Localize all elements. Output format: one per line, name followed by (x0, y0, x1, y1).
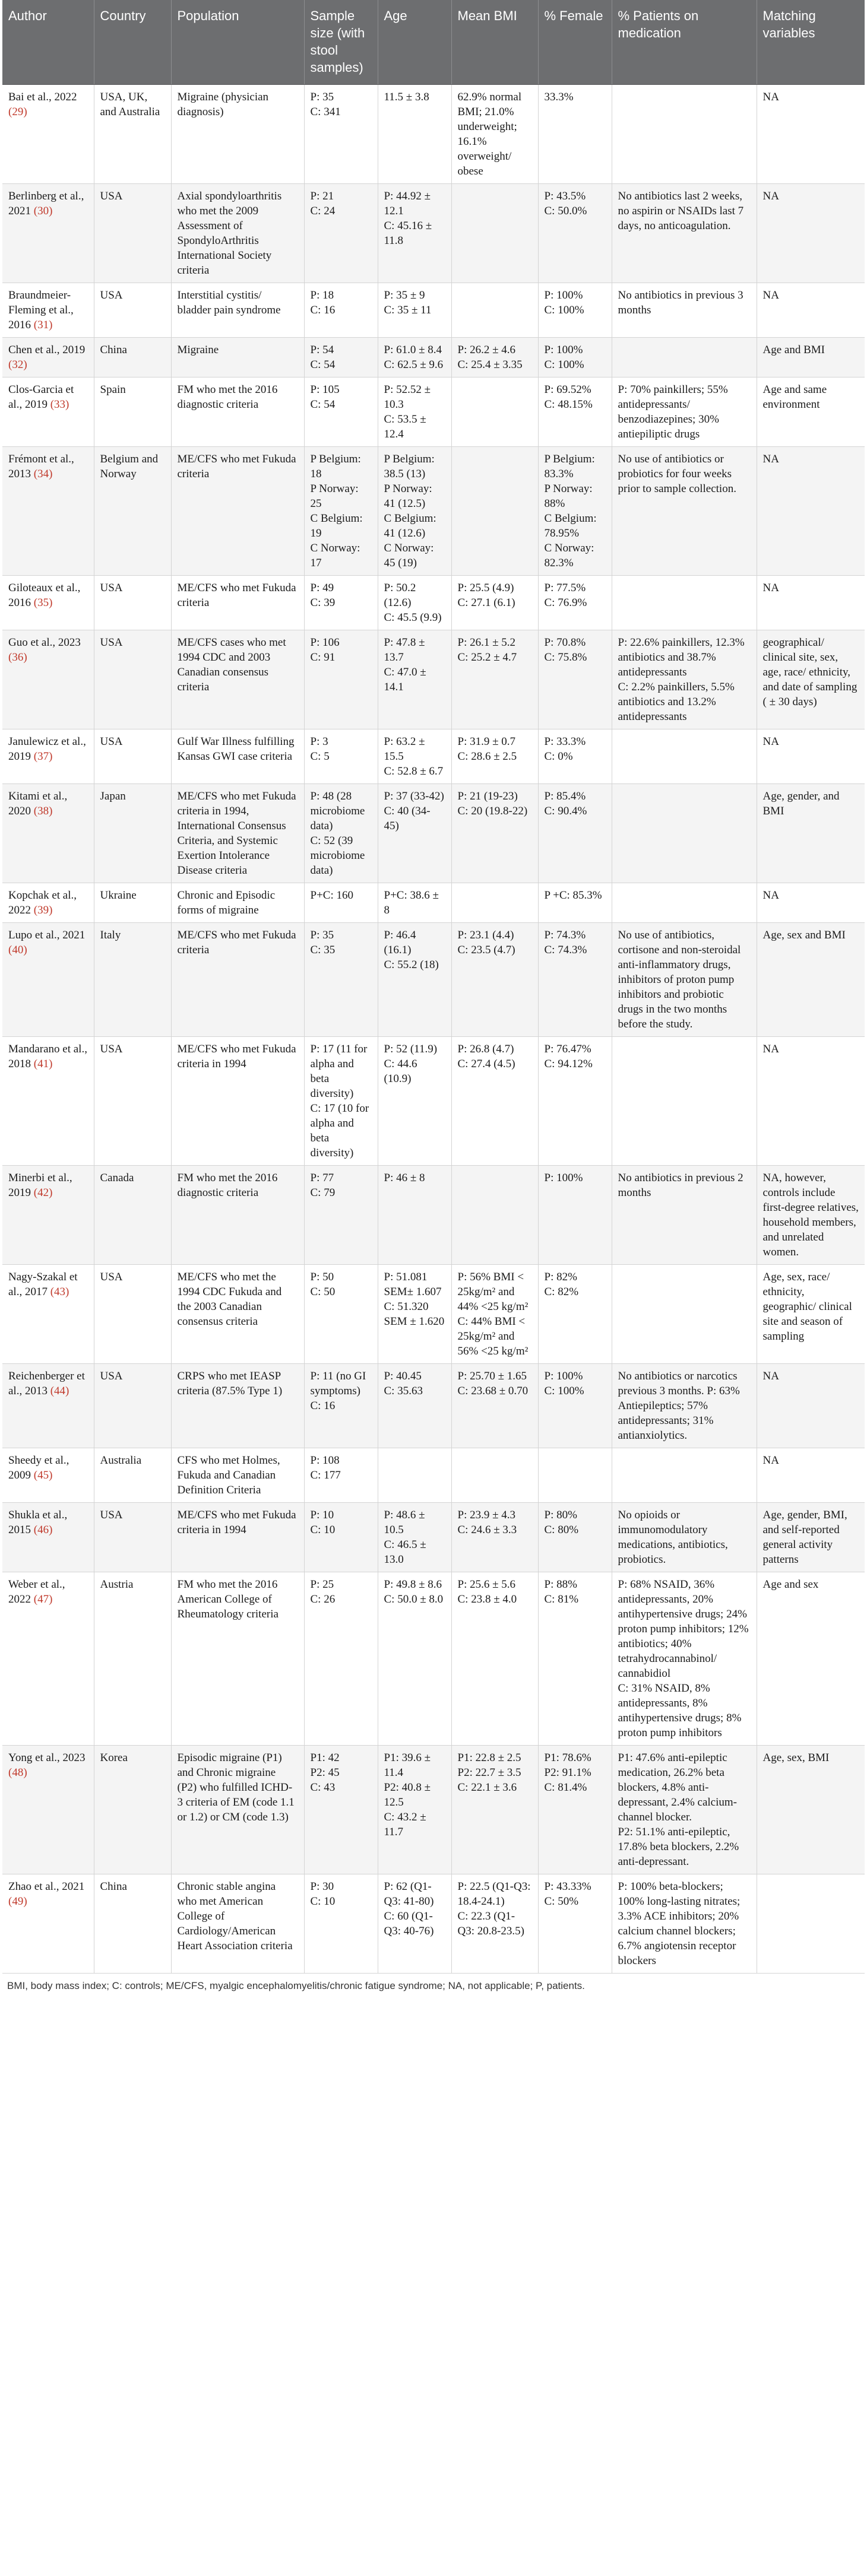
cell-female: P: 69.52% C: 48.15% (538, 377, 612, 447)
cell-medication (612, 85, 757, 184)
header-country: Country (94, 0, 171, 85)
cell-country: Australia (94, 1448, 171, 1503)
cell-age: P: 52.52 ± 10.3 C: 53.5 ± 12.4 (378, 377, 451, 447)
cell-sample: P1: 42 P2: 45 C: 43 (304, 1746, 378, 1874)
cell-age: P: 52 (11.9) C: 44.6 (10.9) (378, 1037, 451, 1166)
reference-link[interactable]: (42) (33, 1187, 53, 1199)
author-name: Kopchak et al., 2022 (8, 889, 77, 916)
cell-matching: NA (757, 283, 865, 338)
reference-link[interactable]: (30) (33, 205, 53, 217)
cell-medication (612, 1037, 757, 1166)
cell-population: FM who met the 2016 diagnostic criteria (171, 1166, 304, 1265)
cell-population: Interstitial cystitis/ bladder pain syndrome (171, 283, 304, 338)
cell-matching: Age, sex, race/ ethnicity, geographic/ clinical site and season of sampling (757, 1265, 865, 1364)
cell-author (2, 1874, 94, 1974)
cell-author (2, 1037, 94, 1166)
cell-bmi: P: 56% BMI < 25kg/m² and 44% <25 kg/m² C: 44% BMI < 25kg/m² and 56% <25 kg/m² (451, 1265, 538, 1364)
cell-sample: P: 3 C: 5 (304, 729, 378, 784)
cell-sample: P: 77 C: 79 (304, 1166, 378, 1265)
cell-female: P: 82% C: 82% (538, 1265, 612, 1364)
cell-age: P: 62 (Q1-Q3: 41-80) C: 60 (Q1-Q3: 40-76) (378, 1874, 451, 1974)
cell-author (2, 85, 94, 184)
cell-country: China (94, 338, 171, 377)
cell-medication (612, 883, 757, 923)
cell-bmi (451, 883, 538, 923)
cell-age: P: 49.8 ± 8.6 C: 50.0 ± 8.0 (378, 1572, 451, 1746)
author-name: Weber et al., 2022 (8, 1578, 65, 1606)
reference-link[interactable]: (48) (8, 1766, 27, 1779)
cell-matching: Age, gender, BMI, and self-reported general activity patterns (757, 1503, 865, 1572)
cell-medication: No opioids or immunomodulatory medications, antibiotics, probiotics. (612, 1503, 757, 1572)
cell-population: Chronic and Episodic forms of migraine (171, 883, 304, 923)
cell-sample: P Belgium: 18 P Norway: 25 C Belgium: 19 C Norway: 17 (304, 447, 378, 576)
cell-author (2, 729, 94, 784)
cell-author (2, 923, 94, 1037)
cell-author (2, 784, 94, 883)
cell-population: ME/CFS who met Fukuda criteria (171, 576, 304, 630)
cell-age: P: 63.2 ± 15.5 C: 52.8 ± 6.7 (378, 729, 451, 784)
cell-author (2, 883, 94, 923)
header-matching: Matching variables (757, 0, 865, 85)
cell-bmi: P: 23.9 ± 4.3 C: 24.6 ± 3.3 (451, 1503, 538, 1572)
cell-medication: P: 70% painkillers; 55% antidepressants/ benzodiazepines; 30% antiepiliptic drugs (612, 377, 757, 447)
cell-population: Axial spondyloarthritis who met the 2009 Assessment of SpondyloArthritis International Society criteria (171, 184, 304, 283)
author-name: Chen et al., 2019 (8, 344, 86, 356)
cell-medication: P: 68% NSAID, 36% antidepressants, 20% antihypertensive drugs; 24% proton pump inhibitors; 12% antibiotics; 40% tetrahydrocannabinol/ cannabidiol C: 31% NSAID, 8% antidepressants, 8% antihypertensive drugs; 8% proton pump inhibitors (612, 1572, 757, 1746)
author-name: Mandarano et al., 2018 (8, 1043, 87, 1070)
cell-sample: P: 10 C: 10 (304, 1503, 378, 1572)
cell-population: ME/CFS who met Fukuda criteria in 1994 (171, 1503, 304, 1572)
cell-population: Chronic stable angina who met American College of Cardiology/American Heart Association criteria (171, 1874, 304, 1974)
reference-link[interactable]: (29) (8, 106, 27, 118)
cell-country: USA (94, 1364, 171, 1448)
table-row (2, 1746, 865, 1874)
cell-age: P: 51.081 SEM± 1.607 C: 51.320 SEM ± 1.620 (378, 1265, 451, 1364)
table-header-row (2, 0, 865, 85)
cell-medication: No antibiotics or narcotics previous 3 months. P: 63% Antiepileptics; 57% antidepressants; 31% antianxiolytics. (612, 1364, 757, 1448)
cell-female: P: 43.5% C: 50.0% (538, 184, 612, 283)
table-row (2, 283, 865, 338)
cell-matching: Age, sex and BMI (757, 923, 865, 1037)
cell-population: ME/CFS who met the 1994 CDC Fukuda and the 2003 Canadian consensus criteria (171, 1265, 304, 1364)
cell-author (2, 447, 94, 576)
cell-age: P: 61.0 ± 8.4 C: 62.5 ± 9.6 (378, 338, 451, 377)
cell-age: P: 48.6 ± 10.5 C: 46.5 ± 13.0 (378, 1503, 451, 1572)
table-row (2, 923, 865, 1037)
table-row (2, 729, 865, 784)
header-medication: % Patients on medication (612, 0, 757, 85)
reference-link[interactable]: (35) (33, 597, 53, 609)
author-name: Lupo et al., 2021 (8, 929, 86, 941)
cell-matching: Age, gender, and BMI (757, 784, 865, 883)
table-row (2, 1572, 865, 1746)
table-footnote: BMI, body mass index; C: controls; ME/CFS, myalgic encephalomyelitis/chronic fatigue syndrome; NA, not applicable; P, patients. (7, 1980, 585, 1991)
cell-country: Korea (94, 1746, 171, 1874)
table-row (2, 1166, 865, 1265)
cell-female: P: 100% (538, 1166, 612, 1265)
cell-sample: P: 50 C: 50 (304, 1265, 378, 1364)
cell-author (2, 1503, 94, 1572)
cell-sample: P: 54 C: 54 (304, 338, 378, 377)
reference-link[interactable]: (49) (8, 1895, 27, 1908)
reference-link[interactable]: (34) (33, 468, 53, 480)
cell-bmi: P1: 22.8 ± 2.5 P2: 22.7 ± 3.5 C: 22.1 ± 3.6 (451, 1746, 538, 1874)
cell-matching: NA (757, 1448, 865, 1503)
cell-medication (612, 784, 757, 883)
table-row (2, 1265, 865, 1364)
study-characteristics-table (2, 0, 865, 1974)
cell-population: Gulf War Illness fulfilling Kansas GWI case criteria (171, 729, 304, 784)
cell-sample: P: 18 C: 16 (304, 283, 378, 338)
cell-bmi: P: 22.5 (Q1-Q3: 18.4-24.1) C: 22.3 (Q1-Q3: 20.8-23.5) (451, 1874, 538, 1974)
author-name: Zhao et al., 2021 (8, 1880, 85, 1893)
cell-female: P: 77.5% C: 76.9% (538, 576, 612, 630)
cell-female: P: 100% C: 100% (538, 1364, 612, 1448)
cell-female: P +C: 85.3% (538, 883, 612, 923)
reference-link[interactable]: (40) (8, 944, 27, 956)
cell-female: P: 74.3% C: 74.3% (538, 923, 612, 1037)
cell-age: P: 50.2 (12.6) C: 45.5 (9.9) (378, 576, 451, 630)
cell-author (2, 1166, 94, 1265)
cell-country: Austria (94, 1572, 171, 1746)
cell-female: P: 85.4% C: 90.4% (538, 784, 612, 883)
author-name: Minerbi et al., 2019 (8, 1172, 72, 1199)
cell-bmi: P: 26.2 ± 4.6 C: 25.4 ± 3.35 (451, 338, 538, 377)
reference-link[interactable]: (39) (33, 904, 53, 916)
cell-country: USA (94, 576, 171, 630)
header-mean-bmi: Mean BMI (451, 0, 538, 85)
header-population: Population (171, 0, 304, 85)
reference-link[interactable]: (33) (50, 398, 69, 411)
cell-matching: Age and sex (757, 1572, 865, 1746)
cell-matching: NA (757, 184, 865, 283)
cell-bmi: P: 31.9 ± 0.7 C: 28.6 ± 2.5 (451, 729, 538, 784)
cell-sample: P: 17 (11 for alpha and beta diversity) C: 17 (10 for alpha and beta diversity) (304, 1037, 378, 1166)
cell-population: FM who met the 2016 American College of Rheumatology criteria (171, 1572, 304, 1746)
cell-sample: P: 35 C: 341 (304, 85, 378, 184)
header-author: Author (2, 0, 94, 85)
cell-sample: P: 25 C: 26 (304, 1572, 378, 1746)
cell-author (2, 1364, 94, 1448)
cell-author (2, 576, 94, 630)
author-name: Yong et al., 2023 (8, 1752, 86, 1764)
cell-medication (612, 1448, 757, 1503)
author-name: Sheedy et al., 2009 (8, 1454, 69, 1481)
cell-author (2, 1746, 94, 1874)
cell-population: FM who met the 2016 diagnostic criteria (171, 377, 304, 447)
cell-matching (757, 1874, 865, 1974)
cell-bmi (451, 447, 538, 576)
cell-female: P Belgium: 83.3% P Norway: 88% C Belgium: 78.95% C Norway: 82.3% (538, 447, 612, 576)
cell-bmi: 62.9% normal BMI; 21.0% underweight; 16.1% overweight/ obese (451, 85, 538, 184)
reference-link[interactable]: (37) (33, 750, 53, 763)
table-row (2, 184, 865, 283)
cell-population: Episodic migraine (P1) and Chronic migraine (P2) who fulfilled ICHD-3 criteria of EM (code 1.1 or 1.2) or CM (code 1.3) (171, 1746, 304, 1874)
table-row (2, 1503, 865, 1572)
cell-medication: No use of antibiotics or probiotics for four weeks prior to sample collection. (612, 447, 757, 576)
cell-medication: P: 100% beta-blockers; 100% long-lasting nitrates; 3.3% ACE inhibitors; 20% calcium channel blockers; 6.7% angiotensin receptor blockers (612, 1874, 757, 1974)
reference-link[interactable]: (43) (50, 1286, 69, 1298)
author-name: Clos-Garcia et al., 2019 (8, 383, 74, 411)
cell-sample: P: 30 C: 10 (304, 1874, 378, 1974)
cell-population: CRPS who met IEASP criteria (87.5% Type 1) (171, 1364, 304, 1448)
cell-author (2, 377, 94, 447)
reference-link[interactable]: (32) (8, 359, 27, 371)
cell-bmi: P: 26.1 ± 5.2 C: 25.2 ± 4.7 (451, 630, 538, 729)
cell-age: P: 46 ± 8 (378, 1166, 451, 1265)
cell-author (2, 630, 94, 729)
cell-country: USA (94, 1265, 171, 1364)
reference-link[interactable]: (44) (50, 1385, 69, 1397)
cell-medication (612, 338, 757, 377)
cell-sample: P: 49 C: 39 (304, 576, 378, 630)
cell-matching: NA (757, 1364, 865, 1448)
cell-age: P: 44.92 ± 12.1 C: 45.16 ± 11.8 (378, 184, 451, 283)
table-row (2, 1874, 865, 1974)
cell-matching: Age, sex, BMI (757, 1746, 865, 1874)
cell-age: P: 47.8 ± 13.7 C: 47.0 ± 14.1 (378, 630, 451, 729)
table-row (2, 85, 865, 184)
cell-female: P: 100% C: 100% (538, 283, 612, 338)
cell-medication: No antibiotics last 2 weeks, no aspirin or NSAIDs last 7 days, no anticoagulation. (612, 184, 757, 283)
reference-link[interactable]: (41) (33, 1058, 53, 1070)
cell-country: Belgium and Norway (94, 447, 171, 576)
cell-matching: NA (757, 447, 865, 576)
cell-medication (612, 576, 757, 630)
header-age: Age (378, 0, 451, 85)
cell-population: ME/CFS who met Fukuda criteria in 1994, International Consensus Criteria, and Systemic Exertion Intolerance Disease criteria (171, 784, 304, 883)
cell-matching: NA (757, 576, 865, 630)
cell-age: P+C: 38.6 ± 8 (378, 883, 451, 923)
cell-population: ME/CFS who met Fukuda criteria (171, 923, 304, 1037)
cell-bmi (451, 1448, 538, 1503)
cell-country: China (94, 1874, 171, 1974)
cell-matching: NA (757, 85, 865, 184)
author-name: Reichenberger et al., 2013 (8, 1370, 85, 1397)
cell-female: P: 70.8% C: 75.8% (538, 630, 612, 729)
reference-link[interactable]: (45) (33, 1469, 53, 1481)
cell-medication (612, 729, 757, 784)
table-row (2, 784, 865, 883)
cell-sample: P: 105 C: 54 (304, 377, 378, 447)
cell-sample: P: 106 C: 91 (304, 630, 378, 729)
cell-sample: P: 21 C: 24 (304, 184, 378, 283)
cell-bmi (451, 184, 538, 283)
cell-female: P1: 78.6% P2: 91.1% C: 81.4% (538, 1746, 612, 1874)
cell-age: P: 37 (33-42) C: 40 (34-45) (378, 784, 451, 883)
reference-link[interactable]: (38) (33, 805, 53, 817)
table-row (2, 883, 865, 923)
author-name: Berlinberg et al., 2021 (8, 190, 84, 217)
cell-country: Canada (94, 1166, 171, 1265)
cell-population: ME/CFS who met Fukuda criteria (171, 447, 304, 576)
cell-matching: NA (757, 729, 865, 784)
cell-female: P: 88% C: 81% (538, 1572, 612, 1746)
cell-age (378, 1448, 451, 1503)
reference-link[interactable]: (31) (33, 319, 53, 331)
cell-author (2, 1448, 94, 1503)
author-name: Shukla et al., 2015 (8, 1509, 68, 1536)
table-row (2, 1364, 865, 1448)
reference-link[interactable]: (46) (33, 1524, 53, 1536)
author-name: Bai et al., 2022 (8, 91, 77, 103)
table-row (2, 338, 865, 377)
cell-country: USA (94, 630, 171, 729)
author-name: Giloteaux et al., 2016 (8, 582, 81, 609)
author-name: Kitami et al., 2020 (8, 790, 68, 817)
cell-medication (612, 1265, 757, 1364)
cell-author (2, 184, 94, 283)
cell-bmi: P: 23.1 (4.4) C: 23.5 (4.7) (451, 923, 538, 1037)
cell-population: ME/CFS who met Fukuda criteria in 1994 (171, 1037, 304, 1166)
cell-medication: P: 22.6% painkillers, 12.3% antibiotics and 38.7% antidepressants C: 2.2% painkillers, 5.5% antibiotics and 13.2% antidepressants (612, 630, 757, 729)
cell-bmi (451, 1166, 538, 1265)
cell-sample: P: 48 (28 microbiome data) C: 52 (39 microbiome data) (304, 784, 378, 883)
reference-link[interactable]: (36) (8, 651, 27, 664)
author-name: Guo et al., 2023 (8, 636, 81, 649)
cell-bmi (451, 377, 538, 447)
cell-country: USA (94, 729, 171, 784)
cell-author (2, 1572, 94, 1746)
cell-female (538, 1448, 612, 1503)
cell-sample: P: 35 C: 35 (304, 923, 378, 1037)
author-name: Nagy-Szakal et al., 2017 (8, 1271, 78, 1298)
cell-country: USA (94, 1037, 171, 1166)
cell-bmi: P: 25.70 ± 1.65 C: 23.68 ± 0.70 (451, 1364, 538, 1448)
cell-age: 11.5 ± 3.8 (378, 85, 451, 184)
cell-bmi (451, 283, 538, 338)
cell-author (2, 1265, 94, 1364)
cell-population: Migraine (physician diagnosis) (171, 85, 304, 184)
cell-female: P: 80% C: 80% (538, 1503, 612, 1572)
cell-female: P: 43.33% C: 50% (538, 1874, 612, 1974)
cell-author (2, 338, 94, 377)
author-name: Braundmeier-Fleming et al., 2016 (8, 289, 74, 331)
table-row (2, 630, 865, 729)
cell-medication: No antibiotics in previous 2 months (612, 1166, 757, 1265)
table-row (2, 447, 865, 576)
cell-country: Japan (94, 784, 171, 883)
header-female: % Female (538, 0, 612, 85)
cell-sample: P: 11 (no GI symptoms) C: 16 (304, 1364, 378, 1448)
cell-matching: NA (757, 883, 865, 923)
table-row (2, 1448, 865, 1503)
cell-medication: No antibiotics in previous 3 months (612, 283, 757, 338)
cell-age: P Belgium: 38.5 (13) P Norway: 41 (12.5) C Belgium: 41 (12.6) C Norway: 45 (19) (378, 447, 451, 576)
table-row (2, 576, 865, 630)
cell-matching: Age and same environment (757, 377, 865, 447)
cell-matching: geographical/ clinical site, sex, age, race/ ethnicity, and date of sampling ( ± 30 days) (757, 630, 865, 729)
cell-country: USA, UK, and Australia (94, 85, 171, 184)
author-name: Frémont et al., 2013 (8, 453, 74, 480)
cell-bmi: P: 25.6 ± 5.6 C: 23.8 ± 4.0 (451, 1572, 538, 1746)
cell-female: P: 33.3% C: 0% (538, 729, 612, 784)
cell-population: CFS who met Holmes, Fukuda and Canadian Definition Criteria (171, 1448, 304, 1503)
cell-age: P: 46.4 (16.1) C: 55.2 (18) (378, 923, 451, 1037)
cell-country: Italy (94, 923, 171, 1037)
table-row (2, 1037, 865, 1166)
cell-age: P: 35 ± 9 C: 35 ± 11 (378, 283, 451, 338)
cell-bmi: P: 25.5 (4.9) C: 27.1 (6.1) (451, 576, 538, 630)
cell-population: ME/CFS cases who met 1994 CDC and 2003 Canadian consensus criteria (171, 630, 304, 729)
reference-link[interactable]: (47) (33, 1593, 53, 1606)
cell-author (2, 283, 94, 338)
cell-sample: P: 108 C: 177 (304, 1448, 378, 1503)
cell-medication: P1: 47.6% anti-epileptic medication, 26.2% beta blockers, 4.8% anti-depressant, 2.4% calcium-channel blocker. P2: 51.1% anti-epileptic, 17.8% beta blockers, 2.2% anti-depressant. (612, 1746, 757, 1874)
header-sample-size: Sample size (with stool samples) (304, 0, 378, 85)
cell-country: Spain (94, 377, 171, 447)
cell-country: USA (94, 283, 171, 338)
cell-bmi: P: 21 (19-23) C: 20 (19.8-22) (451, 784, 538, 883)
table-row (2, 377, 865, 447)
cell-country: Ukraine (94, 883, 171, 923)
cell-female: 33.3% (538, 85, 612, 184)
cell-matching: NA, however, controls include first-degree relatives, household members, and unrelated women. (757, 1166, 865, 1265)
cell-age: P: 40.45 C: 35.63 (378, 1364, 451, 1448)
table-body (2, 85, 865, 1974)
cell-female: P: 76.47% C: 94.12% (538, 1037, 612, 1166)
author-name: Janulewicz et al., 2019 (8, 735, 86, 763)
cell-country: USA (94, 1503, 171, 1572)
cell-medication: No use of antibiotics, cortisone and non-steroidal anti-inflammatory drugs, inhibitors of proton pump inhibitors and probiotic drugs in the two months before the study. (612, 923, 757, 1037)
cell-matching: Age and BMI (757, 338, 865, 377)
cell-sample: P+C: 160 (304, 883, 378, 923)
cell-age: P1: 39.6 ± 11.4 P2: 40.8 ± 12.5 C: 43.2 ± 11.7 (378, 1746, 451, 1874)
cell-population: Migraine (171, 338, 304, 377)
cell-bmi: P: 26.8 (4.7) C: 27.4 (4.5) (451, 1037, 538, 1166)
cell-matching: NA (757, 1037, 865, 1166)
cell-country: USA (94, 184, 171, 283)
cell-female: P: 100% C: 100% (538, 338, 612, 377)
